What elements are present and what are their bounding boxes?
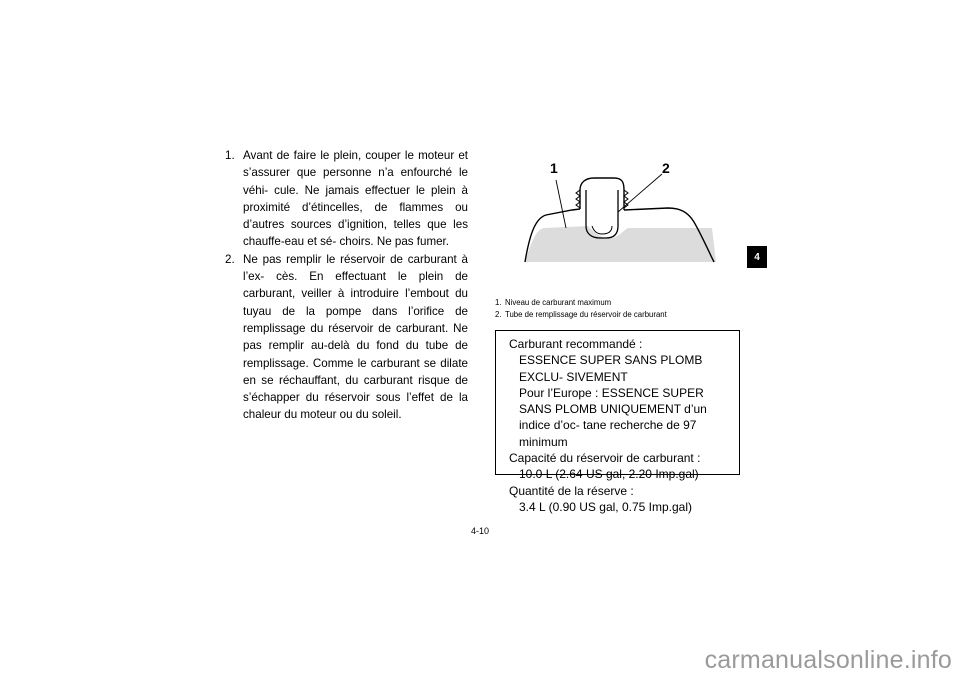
caption-item-1	[495, 297, 755, 309]
caption-number: 1.	[495, 298, 502, 307]
recommended-fuel-value: ESSENCE SUPER SANS PLOMB EXCLU- SIVEMENT	[519, 353, 703, 384]
fuel-tank-illustration	[520, 160, 720, 282]
reserve-amount-label: Quantité de la réserve :	[509, 483, 634, 498]
page-number: 4-10	[470, 526, 489, 536]
instructions-list	[225, 147, 468, 424]
fuel-level-area	[525, 226, 716, 262]
caption-item-2	[495, 309, 755, 321]
instruction-number: 2.	[225, 252, 235, 266]
europe-fuel-note: Pour l’Europe : ESSENCE SUPER SANS PLOMB UNIQUEMENT d’un indice d’oc- tane recherche de 97 minimum	[519, 385, 707, 449]
instruction-item-2	[225, 251, 468, 424]
instruction-text: Ne pas remplir le réservoir de carburant à l’ex- cès. En effectuant le plein de carburant, veiller à introduire l’embout du tuyau de la pompe dans l’orifice de remplissage du réservoir de carburant. Ne pas remplir au-delà du fond du tube de remplissage. Comme le carburant se dilate en se réchauffant, du carburant risque de s’échapper du réservoir sous l’effet de la chaleur du moteur ou du soleil.	[243, 252, 468, 422]
caption-text: Tube de remplissage du réservoir de carburant	[505, 310, 667, 319]
fuel-tank-diagram	[520, 160, 720, 282]
tank-capacity-value: 10.0 L (2.64 US gal, 2.20 Imp.gal)	[519, 467, 699, 482]
figure-captions	[495, 297, 755, 321]
chapter-tab: 4	[747, 246, 767, 268]
caption-text: Niveau de carburant maximum	[505, 298, 612, 307]
recommended-fuel-label: Carburant recommandé :	[509, 337, 643, 351]
caption-number: 2.	[495, 310, 502, 319]
leader-line-1	[556, 180, 566, 228]
figure-label-1: 1	[550, 160, 558, 176]
tank-capacity-label: Capacité du réservoir de carburant :	[509, 451, 701, 466]
reserve-amount-value: 3.4 L (0.90 US gal, 0.75 Imp.gal)	[519, 499, 692, 514]
fuel-specification-box	[495, 330, 740, 514]
watermark: carmanualsonline.info	[704, 646, 952, 674]
instruction-text: Avant de faire le plein, couper le moteur et s’assurer que personne n’a enfourché le véhi- cule. Ne jamais effectuer le plein à proximité d’étincelles, de flammes ou d’autres sources d’ignition, telles que les chauffe-eau et sé- choirs. Ne pas fumer.	[243, 149, 468, 249]
instruction-item-1	[225, 147, 468, 251]
instruction-number: 1.	[225, 149, 235, 162]
figure-label-2: 2	[662, 160, 670, 176]
